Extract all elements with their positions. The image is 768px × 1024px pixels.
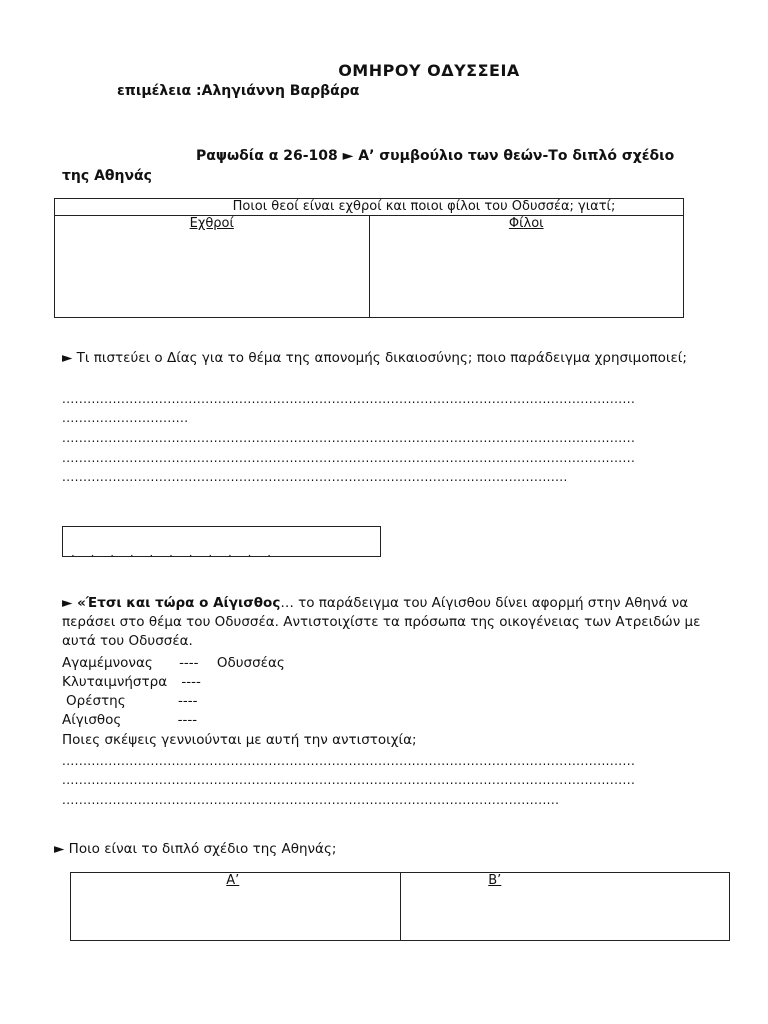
pair-aegisthus	[62, 711, 197, 730]
pair-left: Ορέστης	[66, 693, 126, 709]
answer-line[interactable]: ........................................................................................................................................	[62, 431, 636, 445]
plan-b-header: Β’	[488, 873, 502, 888]
pair-dash: ----	[177, 712, 198, 728]
answer-line[interactable]: ........................................................................................................................................	[62, 451, 636, 465]
editor-line: επιμέλεια :Αληγιάννη Βαρβάρα	[117, 83, 360, 99]
pair-left: Κλυταιμνήστρα	[62, 674, 168, 690]
pair-dash: ----	[181, 674, 201, 690]
plan-b-cell[interactable]	[400, 873, 730, 941]
clipped-text-box	[62, 526, 381, 557]
plan-a-cell[interactable]	[71, 873, 401, 941]
question-athena-plan: ► Ποιο είναι το διπλό σχέδιο της Αθηνάς;	[54, 841, 337, 857]
friends-header: Φίλοι	[508, 216, 544, 231]
gods-table-question: Ποιοι θεοί είναι εχθροί και ποιοι φίλοι του Οδυσσέα; γιατί;	[232, 199, 616, 214]
question-zeus: ► Τι πιστεύει ο Δίας για το θέμα της απονομής δικαιοσύνης; ποιο παράδειγμα χρησιμοποιεί;	[62, 350, 687, 366]
pair-orestes	[66, 692, 197, 711]
answer-line[interactable]: ......................................................................................................................	[62, 793, 560, 807]
answer-line[interactable]: ........................................................................................................................................	[62, 392, 636, 406]
gods-table	[54, 198, 684, 318]
pair-clytemnestra	[62, 673, 201, 692]
pair-agamemnon	[62, 654, 285, 673]
pair-left: Αίγισθος	[62, 712, 122, 728]
plan-a-header: Α’	[226, 873, 240, 888]
answer-line[interactable]: ..............................	[62, 411, 189, 425]
document-title: ΟΜΗΡΟΥ ΟΔΥΣΣΕΙΑ	[338, 61, 520, 80]
enemies-header: Εχθροί	[189, 216, 234, 231]
answer-line[interactable]: ........................................................................................................................................	[62, 773, 636, 787]
question-aegisthus-lead: ► «Έτσι και τώρα ο Αίγισθος	[62, 595, 281, 611]
question-aegisthus	[62, 594, 702, 651]
pair-dash: ----	[179, 655, 199, 671]
answer-line[interactable]: ........................................................................................................................................	[62, 754, 636, 768]
rhapsody-heading: Ραψωδία α 26-108 ► Α’ συμβούλιο των θεών-Το διπλό σχέδιο της Αθηνάς	[62, 148, 675, 184]
athena-plan-table	[70, 872, 730, 941]
clipped-text: · · · · · · · · · · ·	[71, 549, 278, 557]
answer-line[interactable]: ........................................................................................................................	[62, 470, 568, 484]
gods-table-question-cell	[55, 199, 684, 216]
enemies-cell[interactable]	[55, 216, 370, 318]
friends-cell[interactable]	[369, 216, 684, 318]
pair-left: Αγαμέμνονας	[62, 655, 153, 671]
question-aegisthus-text: … το παράδειγμα του Αίγισθου δίνει αφορμή στην Αθηνά να περάσει στο θέμα του Οδυσσέα. Αντιστοιχίστε τα πρόσωπα της οικογένειας των Ατρειδών με αυτά του Οδυσσέα.	[62, 595, 701, 649]
pair-dash: ----	[177, 693, 198, 709]
question-thoughts: Ποιες σκέψεις γεννιούνται με αυτή την αντιστοιχία;	[62, 732, 417, 748]
pair-right: Οδυσσέας	[216, 655, 285, 671]
